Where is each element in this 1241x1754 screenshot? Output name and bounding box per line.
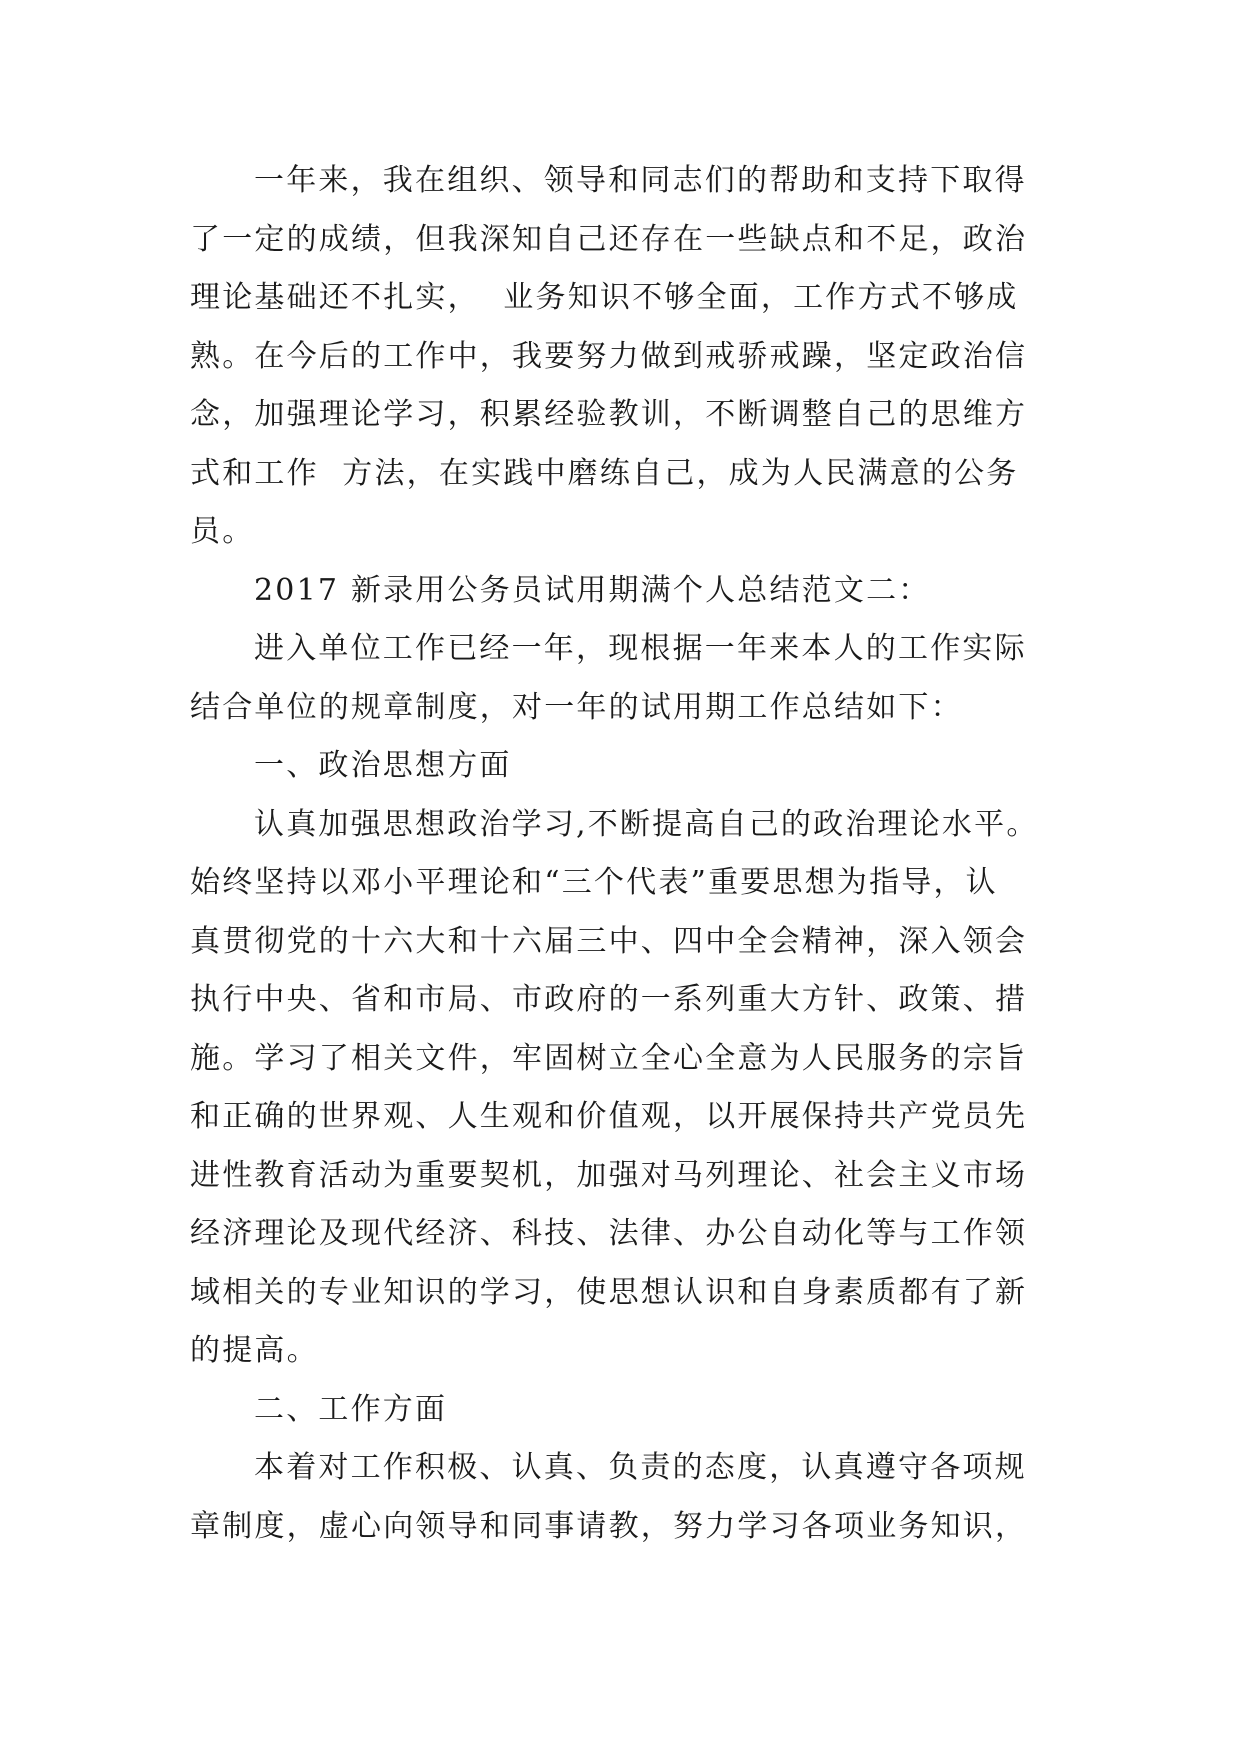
- document-page: [190, 152, 1050, 1556]
- text-line: 进性教育活动为重要契机，加强对马列理论、社会主义市场: [190, 1157, 1028, 1193]
- heading-political: 一、政治思想方面: [254, 748, 512, 783]
- text-line: 的提高。: [190, 1333, 319, 1368]
- text-line: 熟。在今后的工作中，我要努力做到戒骄戒躁，坚定政治信: [190, 338, 1028, 374]
- text-line: 员。: [190, 514, 255, 549]
- text-line: 进入单位工作已经一年，现根据一年来本人的工作实际: [254, 631, 1027, 666]
- text-line: 式和工作 方法，在实践中磨练自己，成为人民满意的公务: [190, 455, 1019, 491]
- text-line: 始终坚持以邓小平理论和“三个代表”重要思想为指导，认: [190, 865, 998, 900]
- text-line: 执行中央、省和市局、市政府的一系列重大方针、政策、措: [190, 982, 1028, 1017]
- text-line: 本着对工作积极、认真、负责的态度，认真遵守各项规: [254, 1450, 1027, 1485]
- text-line: 了一定的成绩，但我深知自己还存在一些缺点和不足，政治: [190, 221, 1028, 257]
- text-line: 认真加强思想政治学习,不断提高自己的政治理论水平。: [254, 806, 1039, 842]
- text-line: 一年来，我在组织、领导和同志们的帮助和支持下取得: [254, 163, 1027, 198]
- text-line: 域相关的专业知识的学习，使思想认识和自身素质都有了新: [190, 1274, 1028, 1310]
- text-line: 真贯彻党的十六大和十六届三中、四中全会精神，深入领会: [190, 923, 1028, 959]
- text-line: 经济理论及现代经济、科技、法律、办公自动化等与工作领: [190, 1216, 1028, 1251]
- text-line: 理论基础还不扎实， 业务知识不够全面，工作方式不够成: [190, 280, 1019, 315]
- text-line: 和正确的世界观、人生观和价值观，以开展保持共产党员先: [190, 1099, 1028, 1134]
- text-line: 念，加强理论学习，积累经验教训，不断调整自己的思维方: [190, 397, 1028, 432]
- text-line: 施。学习了相关文件，牢固树立全心全意为人民服务的宗旨: [190, 1040, 1028, 1076]
- text-line: 结合单位的规章制度，对一年的试用期工作总结如下：: [190, 689, 963, 725]
- text-line: 章制度，虚心向领导和同事请教，努力学习各项业务知识，: [190, 1508, 1028, 1544]
- section-title: 2017 新录用公务员试用期满个人总结范文二：: [254, 572, 931, 608]
- heading-work: 二、工作方面: [254, 1391, 448, 1427]
